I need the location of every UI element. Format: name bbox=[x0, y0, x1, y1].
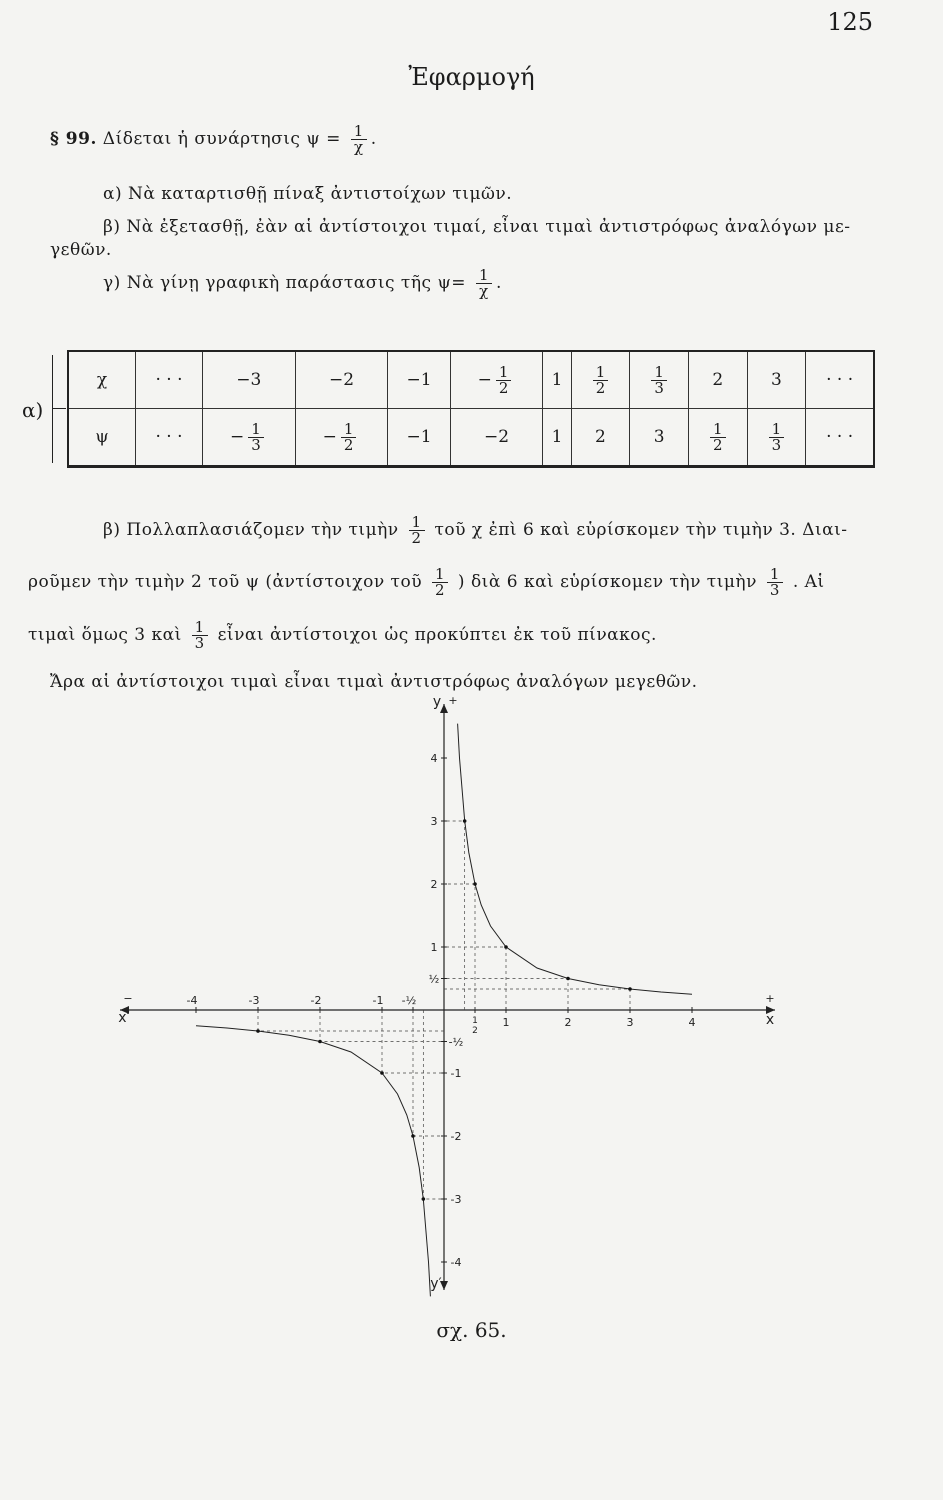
data-point bbox=[463, 819, 467, 823]
y-axis-label: y bbox=[432, 694, 442, 710]
x-tick-label: -½ bbox=[401, 994, 417, 1007]
guide-line bbox=[258, 1010, 444, 1031]
table-cell: 1 bbox=[543, 409, 571, 467]
x-prime-label: x′ bbox=[118, 1010, 130, 1026]
y-arrow-top bbox=[440, 704, 448, 713]
page-number: 125 bbox=[827, 8, 873, 36]
guide-line bbox=[444, 821, 465, 1010]
table-row bbox=[68, 409, 874, 467]
data-point bbox=[256, 1029, 260, 1033]
table-cell: · · · bbox=[806, 351, 874, 409]
values-table bbox=[67, 350, 875, 468]
positive-branch-curve bbox=[458, 724, 692, 995]
problem-statement: § 99. Δίδεται ἡ συνάρτησις ψ = $\frac{1}{\chi}$ . bbox=[50, 122, 377, 156]
y-tick-label: 3 bbox=[430, 815, 438, 828]
task-b-line1: β) Νὰ ἐξετασθῇ, ἐὰν αἱ ἀντίστοιχοι τιμαί, εἶναι τιμαὶ ἀντιστρόφως ἀναλόγων με- bbox=[103, 217, 851, 237]
x-minus-sign: − bbox=[123, 992, 133, 1005]
answer-b-conclusion: Ἄρα αἱ ἀντίστοιχοι τιμαὶ εἶναι τιμαὶ ἀντιστρόφως ἀναλόγων μεγεθῶν. bbox=[50, 672, 698, 692]
table-cell: − $\frac{1}{3}$ bbox=[202, 409, 295, 467]
guide-line bbox=[444, 989, 630, 1010]
table-cell: −2 bbox=[450, 409, 543, 467]
table-brace bbox=[52, 355, 65, 463]
fraction-third: $\frac{1}{3}$ bbox=[192, 620, 208, 651]
table-cell: −3 bbox=[202, 351, 295, 409]
x-tick-label: -4 bbox=[186, 994, 198, 1007]
answer-b-line2: ροῦμεν τὴν τιμὴν 2 τοῦ ψ (ἀντίστοιχον τοῦ $\frac{1}{2}$ ) διὰ 6 καὶ εὑρίσκομεν τὴν τιμὴν $\frac{1}{3}$ . Αἱ bbox=[28, 565, 825, 599]
x-half-num: 1 bbox=[472, 1016, 478, 1026]
y-tick-label: -4 bbox=[450, 1256, 462, 1269]
table-cell: · · · bbox=[136, 351, 203, 409]
data-point bbox=[318, 1040, 322, 1044]
data-point bbox=[380, 1071, 384, 1075]
x-tick-label: -1 bbox=[372, 994, 384, 1007]
table-cell: $\frac{1}{3}$ bbox=[630, 351, 689, 409]
fraction-half: $\frac{1}{2}$ bbox=[409, 515, 425, 546]
table-label: α) bbox=[22, 398, 44, 422]
fraction-third: $\frac{1}{3}$ bbox=[767, 567, 783, 598]
data-point bbox=[473, 882, 477, 886]
table-cell: −1 bbox=[388, 409, 450, 467]
row-head-y: ψ bbox=[68, 409, 136, 467]
x-tick-label: -2 bbox=[310, 994, 322, 1007]
x-tick-label: 4 bbox=[688, 1016, 696, 1029]
y-prime-label: y′ bbox=[430, 1276, 442, 1292]
data-point bbox=[411, 1134, 415, 1138]
table-cell: $\frac{1}{3}$ bbox=[747, 409, 806, 467]
task-b-line2: γεθῶν. bbox=[50, 240, 112, 260]
y-tick-label: 2 bbox=[430, 878, 438, 891]
y-plus-sign: + bbox=[448, 694, 458, 707]
hyperbola-graph bbox=[0, 690, 943, 1340]
statement-lead: Δίδεται ἡ συνάρτησις ψ = bbox=[102, 129, 341, 149]
negative-branch-curve bbox=[196, 1026, 430, 1297]
guide-line bbox=[423, 1010, 444, 1199]
data-point bbox=[566, 977, 570, 981]
x-axis-label: x bbox=[765, 1012, 775, 1028]
section-heading: Ἐφαρμογή bbox=[408, 63, 535, 91]
figure-caption: σχ. 65. bbox=[436, 1318, 507, 1342]
table-cell: − $\frac{1}{2}$ bbox=[295, 409, 388, 467]
table-cell: −1 bbox=[388, 351, 450, 409]
data-point bbox=[422, 1197, 426, 1201]
x-tick-label: 3 bbox=[626, 1016, 634, 1029]
fraction-one-over-x: $\frac{1}{\chi}$ bbox=[351, 124, 367, 155]
table-cell: 1 bbox=[543, 351, 571, 409]
table-cell: $\frac{1}{2}$ bbox=[571, 351, 630, 409]
x-tick-label: 2 bbox=[564, 1016, 572, 1029]
fraction-half: $\frac{1}{2}$ bbox=[432, 567, 448, 598]
table-cell: −2 bbox=[295, 351, 388, 409]
x-tick-label: -3 bbox=[248, 994, 260, 1007]
x-plus-sign: + bbox=[765, 992, 775, 1005]
data-point bbox=[628, 987, 632, 991]
table-cell: $\frac{1}{2}$ bbox=[688, 409, 747, 467]
table-cell: 2 bbox=[688, 351, 747, 409]
table-cell: 2 bbox=[571, 409, 630, 467]
table-cell: · · · bbox=[806, 409, 874, 467]
table-cell: · · · bbox=[136, 409, 203, 467]
y-tick-label: -½ bbox=[448, 1035, 464, 1049]
table-cell: − $\frac{1}{2}$ bbox=[450, 351, 543, 409]
row-head-x: χ bbox=[68, 351, 136, 409]
y-tick-label: -1 bbox=[450, 1067, 462, 1080]
table-cell: 3 bbox=[630, 409, 689, 467]
y-tick-label: 1 bbox=[430, 941, 438, 954]
y-tick-label: -2 bbox=[450, 1130, 462, 1143]
answer-b-line1: β) Πολλαπλασιάζομεν τὴν τιμὴν $\frac{1}{2}$ τοῦ χ ἐπὶ 6 καὶ εὑρίσκομεν τὴν τιμὴν 3. Διαι- bbox=[103, 513, 848, 547]
x-tick-label: 1 bbox=[502, 1016, 510, 1029]
y-tick-label: ½ bbox=[428, 972, 440, 986]
table-brace-tip bbox=[52, 408, 66, 409]
table-row bbox=[68, 351, 874, 409]
answer-b-line3: τιμαὶ ὅμως 3 καὶ $\frac{1}{3}$ εἶναι ἀντίστοιχοι ὡς προκύπτει ἐκ τοῦ πίνακος. bbox=[28, 618, 657, 652]
task-c: γ) Νὰ γίνῃ γραφικὴ παράστασις τῆς ψ= $\frac{1}{\chi}$ . bbox=[103, 266, 502, 300]
y-tick-label: -3 bbox=[450, 1193, 462, 1206]
axes bbox=[120, 704, 775, 1290]
fraction-one-over-x: $\frac{1}{\chi}$ bbox=[476, 268, 492, 299]
task-a: α) Νὰ καταρτισθῇ πίναξ ἀντιστοίχων τιμῶν. bbox=[103, 184, 513, 204]
section-number: § 99. bbox=[50, 129, 97, 149]
table-cell: 3 bbox=[747, 351, 806, 409]
x-half-den: 2 bbox=[472, 1026, 478, 1036]
data-point bbox=[504, 945, 508, 949]
y-tick-label: 4 bbox=[430, 752, 438, 765]
